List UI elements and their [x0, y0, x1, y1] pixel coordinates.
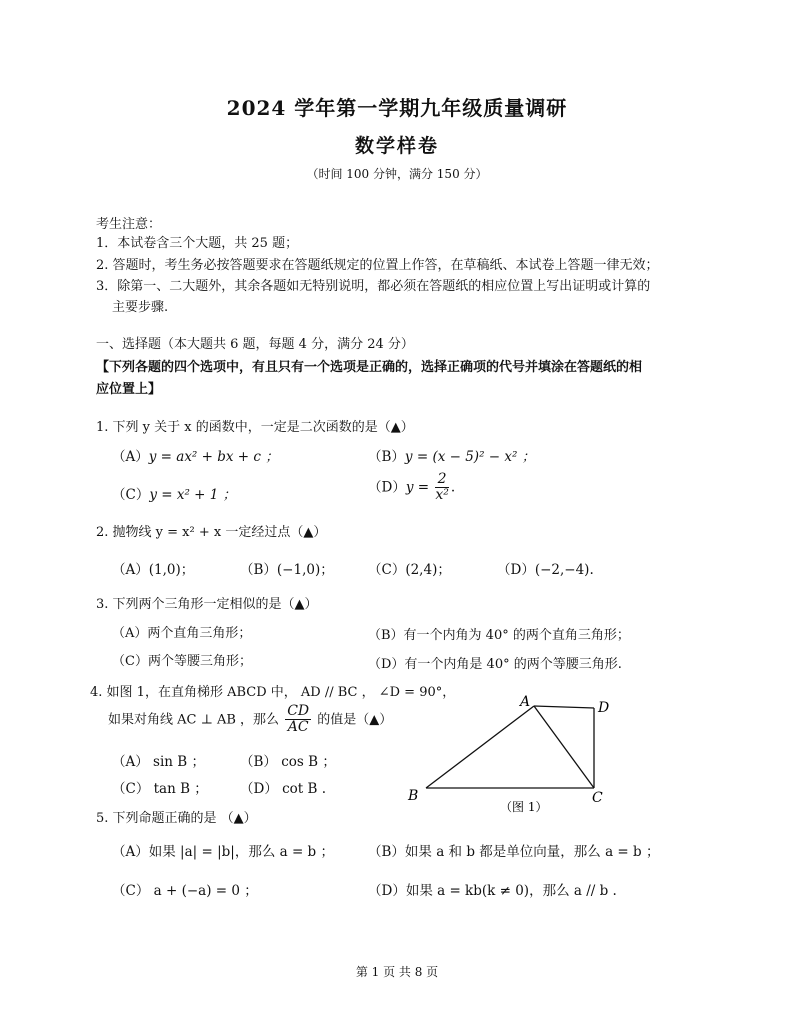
q4-option-c: （C） tan B ；	[112, 781, 208, 797]
q1-option-c	[112, 483, 236, 503]
q1-option-d	[368, 472, 455, 504]
q5-stem: 5. 下列命题正确的是 （▲）	[96, 811, 257, 826]
q1-option-a	[112, 445, 279, 465]
label-a: A	[520, 694, 531, 710]
q1-option-b-label: （B）	[368, 449, 405, 465]
q4-line2-prefix: 如果对角线 AC ⊥ AB ，那么	[108, 712, 280, 728]
q2-option-d: （D）(−2,−4).	[497, 562, 594, 578]
q5-option-b: （B）如果 a 和 b 都是单位向量，那么 a = b ；	[368, 844, 660, 860]
q1-option-d-den: x²	[435, 487, 449, 504]
q3-option-b: （B）有一个内角为 40° 的两个直角三角形；	[368, 628, 630, 643]
notice-item-1: 1．本试卷含三个大题，共 25 题；	[96, 236, 299, 251]
q1-option-a-label: （A）	[112, 449, 149, 465]
q3-option-d: （D）有一个内角是 40° 的两个等腰三角形.	[368, 657, 622, 672]
label-c: C	[592, 790, 603, 806]
notice-heading: 考生注意：	[96, 217, 162, 232]
q1-option-d-prefix: y =	[405, 479, 430, 496]
q4-fraction	[285, 704, 311, 736]
q4-option-a: （A） sin B ；	[112, 754, 205, 770]
q2-option-c: （C）(2,4)；	[368, 562, 451, 578]
q1-option-c-text: y = x² + 1 ；	[149, 487, 237, 503]
exam-title: 2024 学年第一学期九年级质量调研	[226, 96, 568, 120]
figure-1-trapezoid	[400, 690, 630, 820]
q3-option-c: （C）两个等腰三角形；	[112, 654, 252, 669]
q1-stem: 1. 下列 y 关于 x 的函数中，一定是二次函数的是（▲）	[96, 420, 414, 435]
q4-stem: 4. 如图 1，在直角梯形 ABCD 中， AD // BC ， ∠D = 90°，	[90, 685, 456, 700]
segment-ac	[534, 706, 594, 788]
q4-fraction-num: CD	[287, 703, 310, 719]
q1-option-d-num: 2	[435, 472, 449, 488]
q1-option-d-suffix: .	[450, 479, 456, 496]
q4-fraction-den: AC	[287, 719, 309, 736]
section1-heading: 一、选择题（本大题共 6 题，每题 4 分，满分 24 分）	[96, 337, 414, 352]
notice-item-2: 2. 答题时，考生务必按答题要求在答题纸规定的位置上作答，在草稿纸、本试卷上答题一律无效；	[96, 258, 659, 273]
q1-option-b-text: y = (x − 5)² − x² ；	[404, 449, 536, 465]
page-number: 第 1 页 共 8 页	[355, 965, 439, 979]
exam-subtitle: 数学样卷	[354, 135, 439, 157]
section1-instruction-2: 应位置上】	[96, 382, 162, 397]
notice-item-3-cont: 主要步骤.	[112, 300, 169, 315]
q1-option-b	[368, 445, 535, 465]
q4-line2	[108, 704, 392, 736]
q5-option-d: （D）如果 a = kb(k ≠ 0)，那么 a // b .	[368, 883, 617, 899]
q2-option-b: （B）(−1,0)；	[240, 562, 334, 578]
q4-option-b: （B） cos B ；	[240, 754, 336, 770]
q2-option-a: （A）(1,0)；	[112, 562, 195, 578]
label-d: D	[598, 700, 610, 716]
notice-item-3: 3．除第一、二大题外，其余各题如无特别说明，都必须在答题纸的相应位置上写出证明或计算的	[96, 279, 651, 294]
q3-stem: 3. 下列两个三角形一定相似的是（▲）	[96, 597, 318, 612]
q5-option-c: （C） a + (−a) = 0 ；	[112, 883, 258, 899]
q1-option-d-label: （D）	[368, 479, 406, 496]
q1-option-c-label: （C）	[112, 487, 150, 503]
q2-stem: 2. 抛物线 y = x² + x 一定经过点（▲）	[96, 525, 327, 540]
q4-line2-suffix: 的值是（▲）	[317, 712, 393, 728]
figure-caption: （图 1）	[500, 800, 548, 814]
section1-instruction-1: 【下列各题的四个选项中，有且只有一个选项是正确的，选择正确项的代号并填涂在答题纸的相	[96, 360, 643, 375]
q1-option-d-fraction	[435, 472, 449, 504]
segment-ad	[534, 706, 594, 708]
q5-option-a: （A）如果 |a| = |b|，那么 a = b ；	[112, 844, 334, 860]
q1-option-a-text: y = ax² + bx + c ；	[148, 449, 279, 465]
segment-ab	[426, 706, 534, 788]
q4-option-d: （D） cot B .	[240, 781, 327, 797]
time-note: （时间 100 分钟，满分 150 分）	[306, 167, 488, 181]
q3-option-a: （A）两个直角三角形；	[112, 626, 252, 641]
label-b: B	[408, 788, 419, 804]
